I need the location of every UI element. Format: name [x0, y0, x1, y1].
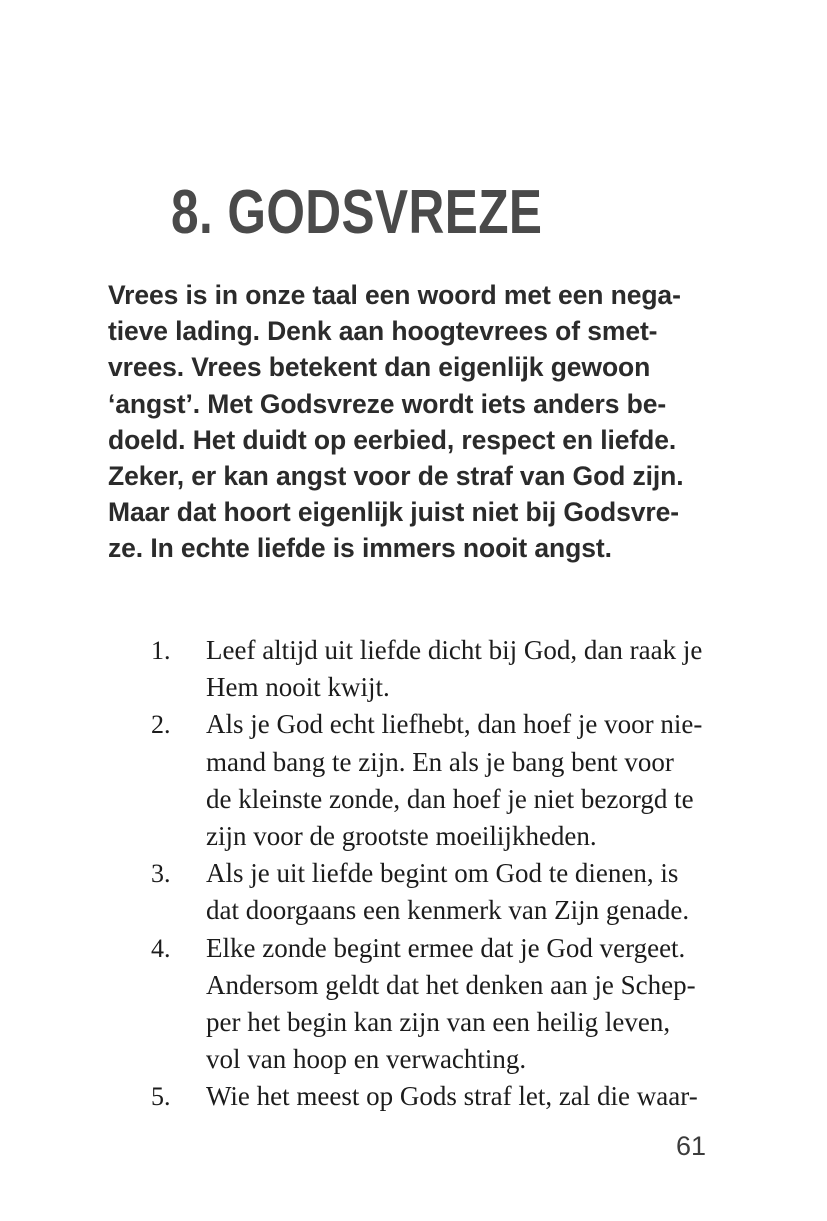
intro-line: Maar dat hoort eigenlijk juist niet bij Godsvre-	[108, 497, 679, 528]
list-line: Hem nooit kwijt.	[206, 672, 390, 703]
list-item	[148, 1078, 760, 1115]
intro-paragraph	[108, 277, 718, 567]
list-item	[148, 632, 760, 706]
list-line: Elke zonde begint ermee dat je God vergeet.	[206, 932, 686, 963]
intro-line: Zeker, er kan angst voor de straf van God zijn.	[108, 461, 684, 492]
list-line: per het begin kan zijn van een heilig leven,	[206, 1007, 671, 1038]
list-item-text	[206, 930, 760, 1079]
intro-line: doeld. Het duidt op eerbied, respect en liefde.	[108, 424, 677, 455]
list-line: mand bang te zijn. En als je bang bent voor	[206, 746, 674, 777]
list-line: zijn voor de grootste moeilijkheden.	[206, 821, 597, 852]
list-item-text	[206, 706, 760, 855]
intro-line: vrees. Vrees betekent dan eigenlijk gewoon	[108, 352, 651, 383]
list-item-number: 5.	[151, 1082, 171, 1112]
intro-line: ze. In echte liefde is immers nooit angst.	[108, 533, 612, 564]
list-line: dat doorgaans een kenmerk van Zijn genade.	[206, 895, 690, 926]
intro-line: Vrees is in onze taal een woord met een nega-	[108, 280, 681, 310]
list-item	[148, 855, 760, 929]
list-item-text	[206, 855, 760, 929]
list-line: Andersom geldt dat het denken aan je Schep-	[206, 969, 696, 1000]
list-item-text	[206, 1078, 760, 1115]
page-title: 8. GODSVREZE	[171, 177, 543, 247]
list-line: Als je uit liefde begint om God te dienen, is	[206, 858, 679, 889]
list-item-text	[206, 632, 760, 706]
intro-line: tieve lading. Denk aan hoogtevrees of smet-	[108, 316, 658, 347]
list-line: Leef altijd uit liefde dicht bij God, dan raak je	[206, 635, 703, 665]
list-item-number: 3.	[151, 859, 171, 889]
list-item-number: 1.	[151, 636, 171, 665]
list-item	[148, 930, 760, 1079]
list-line: Als je God echt liefhebt, dan hoef je voor nie-	[206, 709, 703, 740]
list-item-number: 2.	[151, 710, 171, 740]
list-item-number: 4.	[151, 933, 171, 963]
page-number: 61	[675, 1131, 706, 1161]
numbered-list	[108, 632, 760, 1116]
list-line: de kleinste zonde, dan hoef je niet bezorgd te	[206, 783, 694, 814]
list-line: vol van hoop en verwachting.	[206, 1044, 527, 1075]
list-item	[148, 706, 760, 855]
list-line: Wie het meest op Gods straf let, zal die waar-	[206, 1081, 698, 1112]
intro-line: ‘angst’. Met Godsvreze wordt iets anders be-	[108, 388, 667, 419]
